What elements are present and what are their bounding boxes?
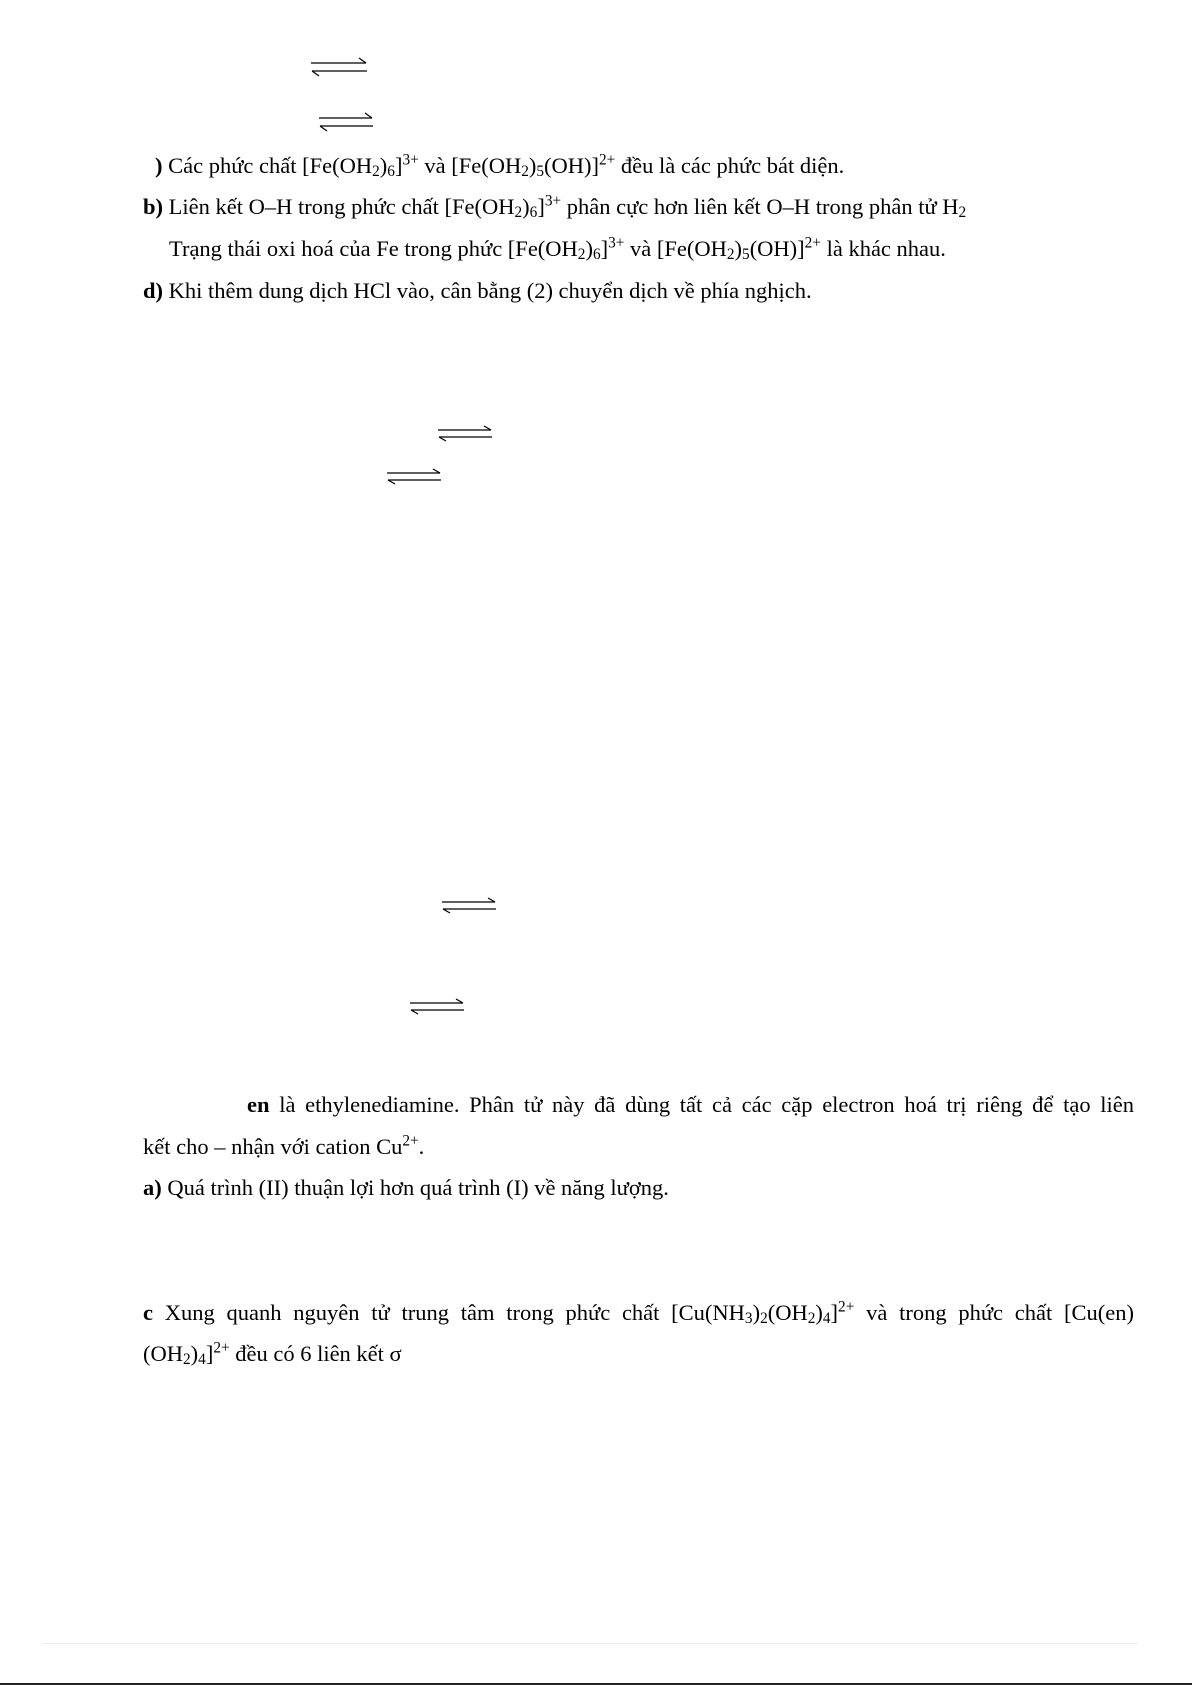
statement-c-2-line1 bbox=[143, 1298, 1134, 1328]
en-paragraph-line2: kết cho – nhận với cation $Cu^{2+}$. bbox=[143, 1132, 425, 1159]
statement-text: Liên kết O–H trong phức chất $[Fe(OH_2)_6]^{3+}$ phân cực hơn liên kết O–H trong phân tử $H_2$ bbox=[163, 192, 967, 222]
equilibrium-arrow-icon bbox=[318, 112, 374, 132]
statement-b bbox=[143, 192, 967, 222]
statement-text: Xung quanh nguyên tử trung tâm trong phức chất $[Cu(NH_3)_2(OH_2)_4]^{2+}$ và trong phức chất [Cu(en) bbox=[153, 1298, 1134, 1328]
equilibrium-arrow-icon bbox=[386, 468, 442, 486]
equilibrium-arrow-icon bbox=[441, 897, 497, 915]
statement-text: Quá trình (II) thuận lợi hơn quá trình (I) về năng lượng. bbox=[161, 1175, 669, 1200]
statement-d bbox=[143, 280, 812, 303]
statement-c bbox=[169, 234, 946, 264]
statement-label: c bbox=[143, 1300, 153, 1325]
equilibrium-arrow-icon bbox=[409, 998, 465, 1016]
statement-label: a) bbox=[143, 1175, 162, 1200]
statement-c-2-line2: $(OH_2)_4]^{2+}$ đều có 6 liên kết σ bbox=[143, 1339, 402, 1369]
equilibrium-arrow-icon bbox=[437, 425, 493, 443]
statement-text: Trạng thái oxi hoá của Fe trong phức $[Fe(OH_2)_6]^{3+}$ và $[Fe(OH_2)_5(OH)]^{2+}$ là khác nhau. bbox=[169, 234, 946, 264]
statement-text: Khi thêm dung dịch HCl vào, cân bằng (2) chuyển dịch về phía nghịch. bbox=[163, 278, 812, 303]
equilibrium-arrow-icon bbox=[310, 56, 368, 78]
statement-a bbox=[155, 151, 845, 181]
en-text: là ethylenediamine. Phân tử này đã dùng tất cả các cặp electron hoá trị riêng để tạo liên bbox=[269, 1092, 1134, 1117]
en-label: en bbox=[247, 1092, 270, 1117]
statement-label: d) bbox=[143, 278, 164, 303]
statement-a-2 bbox=[143, 1177, 669, 1200]
statement-label: ) bbox=[155, 153, 163, 178]
statement-label: b) bbox=[143, 194, 164, 219]
statement-text: Các phức chất $[Fe(OH_2)_6]^{3+}$ và $[Fe(OH_2)_5(OH)]^{2+}$ đều là các phức bát diện. bbox=[162, 151, 845, 181]
en-paragraph-line1 bbox=[247, 1094, 1134, 1117]
footer-divider bbox=[42, 1643, 1138, 1644]
